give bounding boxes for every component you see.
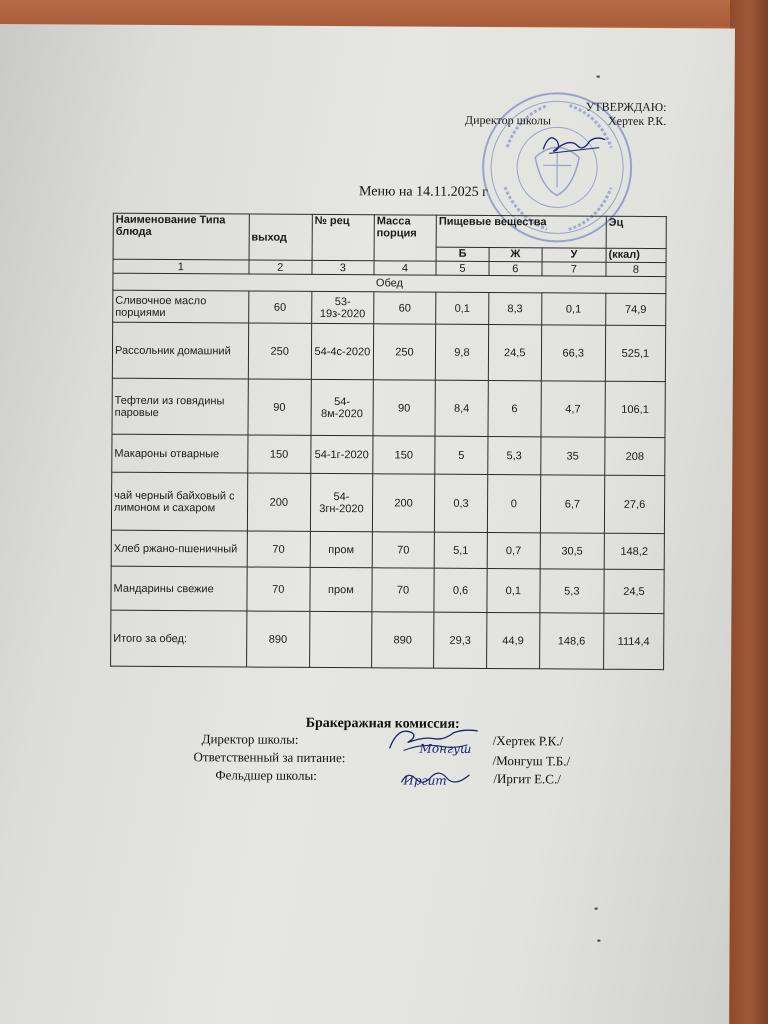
dish-portion: 200 (372, 474, 434, 532)
dish-carbs: 0,1 (541, 293, 605, 325)
dish-energy: 106,1 (605, 381, 665, 437)
table-row (111, 472, 664, 533)
dish-output: 250 (248, 323, 311, 379)
dish-recipe: 54-8м-2020 (311, 379, 373, 435)
dish-recipe: 54-1г-2020 (311, 435, 373, 473)
dish-portion: 70 (372, 532, 434, 568)
dish-protein: 8,4 (435, 380, 488, 436)
header-energy: Эц (606, 216, 666, 248)
backdrop-top (0, 0, 768, 26)
dish-carbs: 35 (540, 437, 604, 475)
section-title: Обед (113, 273, 666, 293)
paper-speck (597, 940, 600, 942)
column-number: 4 (374, 261, 436, 275)
paper-speck (597, 76, 600, 78)
table-row (113, 290, 666, 325)
commission-role: Фельдшер школы: (215, 767, 317, 783)
column-number: 2 (249, 260, 312, 274)
dish-protein: 5,1 (434, 532, 487, 568)
svg-text:Монгуш: Монгуш (419, 741, 472, 756)
column-number: 5 (436, 261, 489, 275)
director-commission-signature-image (384, 722, 484, 759)
menu-title: Меню на 14.11.2025 г (358, 184, 488, 200)
commission-name: /Хертек Р.К./ (492, 733, 564, 749)
table-row (111, 566, 664, 613)
dish-protein: 0,3 (434, 474, 487, 532)
header-zh: Ж (489, 247, 542, 261)
header-nutrients: Пищевые вещества (436, 215, 606, 248)
dish-energy: 525,1 (605, 325, 665, 381)
dish-output: 70 (247, 531, 310, 567)
dish-protein: 0,6 (434, 568, 487, 612)
dish-recipe: пром (310, 567, 372, 611)
total-portion: 890 (372, 612, 434, 668)
paper-speck (595, 908, 598, 910)
header-portion: Масса порция (374, 215, 436, 261)
column-number: 8 (606, 262, 666, 276)
dish-recipe: 54-4с-2020 (311, 323, 373, 379)
dish-carbs: 5,3 (540, 569, 604, 613)
dish-output: 70 (247, 567, 310, 611)
dish-name: Макароны отварные (112, 434, 248, 473)
header-b: Б (436, 247, 489, 261)
total-carbs: 148,6 (539, 613, 604, 669)
dish-fat: 8,3 (489, 292, 542, 324)
dish-portion: 150 (373, 436, 435, 474)
dish-protein: 0,1 (436, 292, 489, 324)
director-name: Хертек Р.К. (607, 113, 667, 129)
director-label: Директор школы (464, 112, 552, 128)
medic-signature-image (397, 764, 477, 790)
backdrop-right (730, 0, 768, 1024)
dish-fat: 0 (487, 474, 540, 532)
header-recipe: № рец (312, 214, 374, 260)
menu-table (110, 213, 667, 670)
dish-energy: 27,6 (604, 475, 664, 533)
svg-text:Иргит: Иргит (403, 773, 447, 788)
dish-output: 200 (247, 473, 311, 531)
dish-portion: 60 (374, 292, 436, 324)
column-number: 6 (489, 261, 542, 275)
column-number: 3 (312, 260, 374, 274)
dish-fat: 0,1 (487, 568, 540, 612)
total-protein: 29,3 (434, 612, 487, 668)
table-row (112, 378, 665, 437)
header-energy-unit: (ккал) (606, 248, 666, 262)
dish-portion: 70 (372, 568, 434, 612)
dish-name: Мандарины свежие (111, 566, 247, 611)
approve-label: УТВЕРЖДАЮ: (585, 99, 667, 115)
dish-carbs: 66,3 (541, 325, 606, 381)
dish-carbs: 4,7 (541, 381, 606, 437)
approval-block (465, 99, 667, 128)
dish-output: 60 (248, 291, 311, 323)
total-row (111, 610, 664, 669)
header-u: У (542, 248, 606, 262)
dish-name: Тефтели из говядины паровые (112, 378, 248, 435)
dish-fat: 5,3 (488, 436, 541, 474)
dish-recipe: пром (310, 531, 372, 567)
commission-name: /Иргит Е.С./ (493, 771, 561, 787)
header-output: выход (249, 214, 312, 260)
dish-output: 150 (247, 435, 310, 473)
dish-energy: 208 (605, 437, 665, 475)
dish-fat: 24,5 (488, 324, 541, 380)
dish-name: Хлеб ржано-пшеничный (111, 530, 247, 567)
total-fat: 44,9 (486, 612, 539, 668)
table-row (111, 530, 664, 569)
commission-role: Ответственный за питание: (193, 749, 346, 766)
dish-energy: 74,9 (606, 293, 666, 325)
dish-carbs: 30,5 (540, 533, 604, 569)
document-page (0, 24, 735, 1024)
table-row (112, 322, 665, 381)
total-recipe (309, 611, 371, 667)
dish-carbs: 6,7 (540, 475, 605, 533)
dish-recipe: 53-19з-2020 (311, 291, 373, 323)
column-number: 7 (542, 262, 606, 276)
dish-recipe: 54-3гн-2020 (310, 473, 372, 531)
total-label: Итого за обед: (111, 610, 247, 667)
dish-portion: 250 (373, 324, 435, 380)
total-energy: 1114,4 (603, 613, 663, 669)
commission-title: Бракеражная комиссия: (305, 715, 460, 732)
dish-fat: 0,7 (487, 532, 540, 568)
column-number: 1 (113, 259, 249, 274)
dish-name: чай черный байховый с лимоном и сахаром (111, 472, 247, 531)
dish-protein: 5 (435, 436, 488, 474)
dish-name: Рассольник домашний (112, 322, 248, 379)
dish-fat: 6 (488, 380, 541, 436)
dish-energy: 148,2 (604, 533, 664, 569)
commission-role: Директор школы: (201, 731, 299, 747)
director-signature-image (539, 127, 609, 157)
dish-name: Сливочное масло порциями (113, 290, 249, 323)
commission-name: /Монгуш Т.Б./ (492, 753, 571, 769)
header-dish: Наименование Типа блюда (113, 213, 249, 260)
dish-protein: 9,8 (435, 324, 488, 380)
total-output: 890 (246, 611, 309, 667)
dish-portion: 90 (373, 380, 435, 436)
table-row (112, 434, 665, 475)
dish-output: 90 (248, 379, 311, 435)
dish-energy: 24,5 (604, 569, 664, 613)
